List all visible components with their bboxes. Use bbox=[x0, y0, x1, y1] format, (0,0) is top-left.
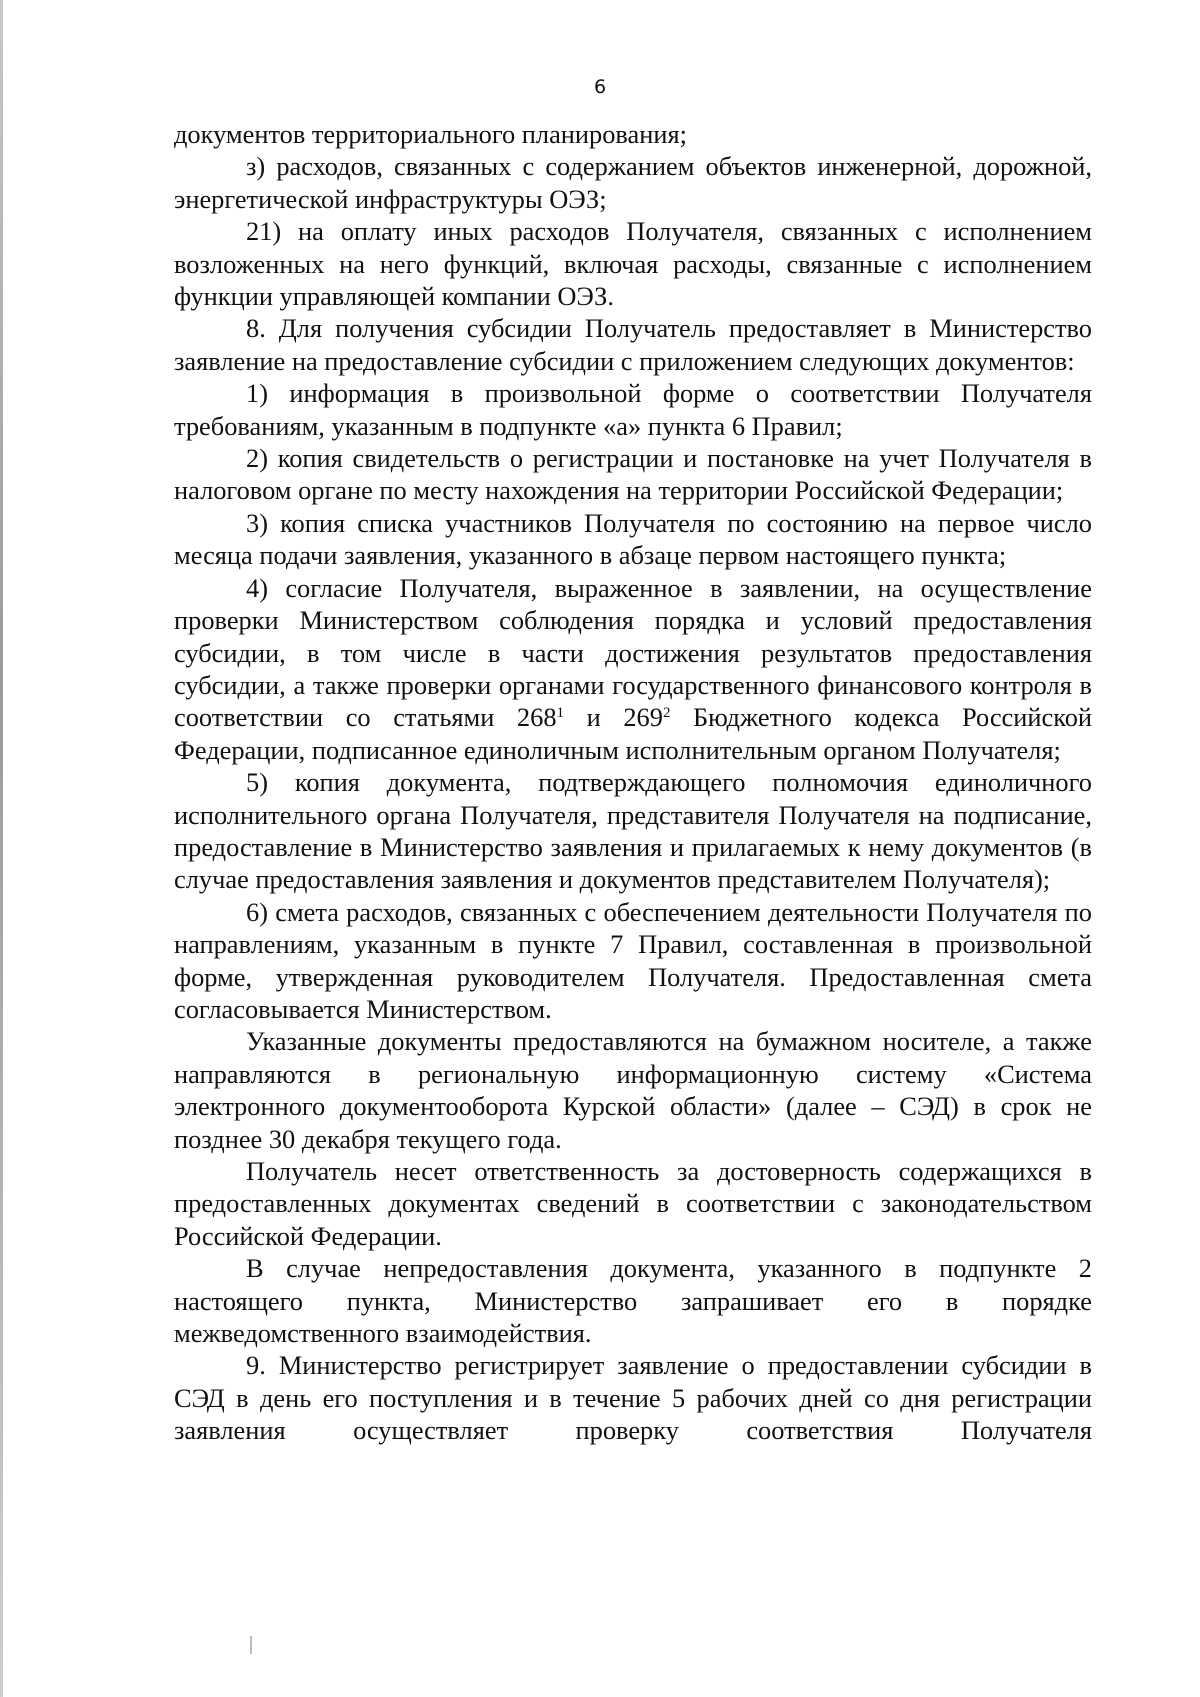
document-body bbox=[174, 118, 1092, 1447]
paragraph-item-3: 3) копия списка участников Получателя по состоянию на первое число месяца подачи заявления, указанного в абзаце первом настоящего пункта; bbox=[174, 507, 1092, 571]
paragraph-item-4 bbox=[174, 572, 1092, 766]
paragraph-submission: Указанные документы предоставляются на бумажном носителе, а также направляются в региональную информационную систему «Система электронного документооборота Курской области» (далее – СЭД) в срок не позднее 30 декабря текущего года. bbox=[174, 1026, 1092, 1154]
paragraph-clause-8: 8. Для получения субсидии Получатель предоставляет в Министерство заявление на предоставление субсидии с приложением следующих документов: bbox=[174, 313, 1092, 376]
paragraph-item-2: 2) копия свидетельств о регистрации и постановке на учет Получателя в налоговом органе по месту нахождения на территории Российской Федерации; bbox=[174, 443, 1092, 506]
item-4-text-end: Бюджетного кодекса Российской Федерации, подписанное единоличным исполнительным органом Получателя; bbox=[174, 702, 1093, 765]
superscript-1: 1 bbox=[556, 705, 565, 722]
paragraph-interagency: В случае непредоставления документа, указанного в подпункте 2 настоящего пункта, Министерство запрашивает его в порядке межведомственного взаимодействия. bbox=[174, 1253, 1092, 1349]
paragraph-item-21: 21) на оплату иных расходов Получателя, связанных с исполнением возложенных на него функций, включая расходы, связанные с исполнением функции управляющей компании ОЭЗ. bbox=[174, 216, 1092, 312]
item-4-text-mid: и 269 bbox=[564, 702, 663, 733]
superscript-2: 2 bbox=[662, 705, 671, 722]
paragraph-continuation: документов территориального планирования; bbox=[174, 119, 687, 149]
paragraph-item-z: з) расходов, связанных с содержанием объектов инженерной, дорожной, энергетической инфраструктуры ОЭЗ; bbox=[174, 151, 1092, 214]
scan-mark bbox=[250, 1636, 252, 1654]
paragraph-item-1: 1) информация в произвольной форме о соответствии Получателя требованиям, указанным в подпункте «а» пункта 6 Правил; bbox=[174, 378, 1092, 441]
paragraph-item-5: 5) копия документа, подтверждающего полномочия единоличного исполнительного органа Получателя, представителя Получателя на подписание, предоставление в Министерство заявления и прилагаемых к нему документов (в случае предоставления заявления и документов представителем Получателя); bbox=[174, 767, 1092, 895]
item-4-text-start: 4) согласие Получателя, выраженное в заявлении, на осуществление проверки Министерством соблюдения порядка и условий предоставления субсидии, в том числе в части достижения результатов предоставления субсидии, а также проверки органами государственного финансового контроля в соответствии со статьями 268 bbox=[174, 572, 1092, 733]
paragraph-clause-9: 9. Министерство регистрирует заявление о предоставлении субсидии в СЭД в день его поступления и в течение 5 рабочих дней со дня регистрации заявления осуществляет проверку соответствия Получателя bbox=[174, 1350, 1092, 1446]
paragraph-responsibility: Получатель несет ответственность за достоверность содержащихся в предоставленных документах сведений в соответствии с законодательством Российской Федерации. bbox=[174, 1156, 1092, 1251]
scan-edge bbox=[0, 0, 3, 1697]
page-number: 6 bbox=[593, 76, 607, 98]
paragraph-item-6: 6) смета расходов, связанных с обеспечением деятельности Получателя по направлениям, указанным в пункте 7 Правил, составленная в произвольной форме, утвержденная руководителем Получателя. Предоставленная смета согласовывается Министерством. bbox=[174, 896, 1092, 1024]
